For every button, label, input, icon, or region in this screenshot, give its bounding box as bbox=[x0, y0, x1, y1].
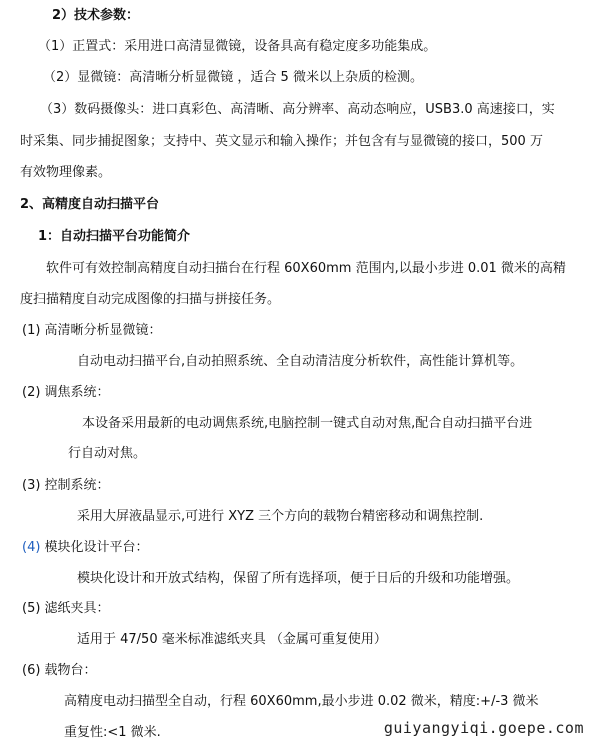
tech-param-3-line-1: （3）数码摄像头：进口真彩色、高清晰、高分辨率、高动态响应，USB3.0 高速接口，实 bbox=[40, 102, 555, 117]
tech-param-1: （1）正置式：采用进口高清显微镜，设备具高有稳定度多功能集成。 bbox=[38, 39, 437, 54]
tech-param-3-line-2: 时采集、同步捕捉图象；支持中、英文显示和输入操作；并包含有与显微镜的接口，500 万 bbox=[20, 134, 543, 149]
item-5-text: 适用于 47/50 毫米标准滤纸夹具 （金属可重复使用） bbox=[77, 632, 387, 647]
item-4-label: 模块化设计平台： bbox=[40, 540, 149, 555]
item-1-label: (1) 高清晰分析显微镜： bbox=[22, 323, 162, 338]
item-4-label-row bbox=[22, 538, 149, 558]
item-6-repeatability: 重复性:<1 微米. bbox=[64, 725, 161, 740]
watermark: guiyangyiqi.goepe.com bbox=[383, 719, 584, 737]
tech-param-2: （2）显微镜：高清晰分析显微镜 ，适合 5 微米以上杂质的检测。 bbox=[43, 70, 423, 85]
item-2-text-line-1: 本设备采用最新的电动调焦系统,电脑控制一键式自动对焦,配合自动扫描平台进 bbox=[82, 416, 533, 431]
subsection-heading: 1：自动扫描平台功能简介 bbox=[38, 229, 191, 244]
intro-line-1: 软件可有效控制高精度自动扫描台在行程 60X60mm 范围内,以最小步进 0.01 微米的高精 bbox=[46, 261, 566, 276]
item-3-label: (3) 控制系统： bbox=[22, 478, 110, 493]
item-5-label: (5) 滤纸夹具： bbox=[22, 601, 110, 616]
section-heading: 2、高精度自动扫描平台 bbox=[20, 197, 160, 212]
item-6-label: (6) 载物台： bbox=[22, 663, 97, 678]
item-2-label: (2) 调焦系统： bbox=[22, 385, 110, 400]
tech-param-3-line-3: 有效物理像素。 bbox=[20, 165, 112, 180]
item-4-number: (4) bbox=[22, 540, 41, 555]
item-4-text: 模块化设计和开放式结构，保留了所有选择项，便于日后的升级和功能增强。 bbox=[77, 571, 520, 586]
item-3-text: 采用大屏液晶显示,可进行 XYZ 三个方向的载物台精密移动和调焦控制. bbox=[77, 509, 484, 524]
item-1-text: 自动电动扫描平台,自动拍照系统、全自动清洁度分析软件，高性能计算机等。 bbox=[77, 354, 524, 369]
item-6-text: 高精度电动扫描型全自动，行程 60X60mm,最小步进 0.02 微米，精度:+/-3 微米 bbox=[64, 694, 539, 709]
item-2-text-line-2: 行自动对焦。 bbox=[68, 446, 147, 461]
intro-line-2: 度扫描精度自动完成图像的扫描与拼接任务。 bbox=[20, 292, 281, 307]
tech-params-heading: 2）技术参数： bbox=[52, 8, 140, 23]
